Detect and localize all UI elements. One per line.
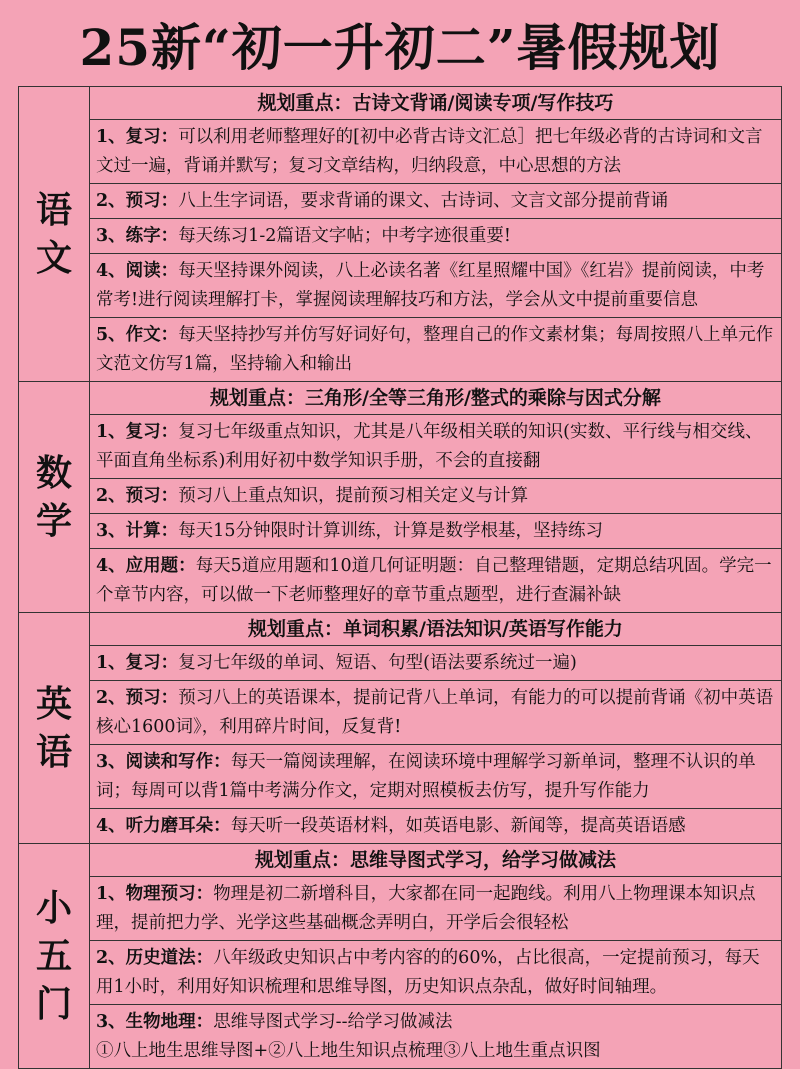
plan-item: [90, 514, 781, 549]
item-label: 2、预习：: [96, 191, 179, 211]
focus-row: 规划重点：三角形/全等三角形/整式的乘除与因式分解: [90, 382, 781, 415]
item-label: 2、预习：: [96, 688, 179, 708]
subject-label-math: [18, 382, 90, 612]
plan-item: [90, 809, 781, 843]
subject-char: 文: [35, 237, 72, 279]
item-label: 2、历史道法：: [96, 948, 214, 968]
plan-item: [90, 415, 781, 479]
item-label: 1、复习：: [96, 422, 179, 442]
plan-item: [90, 1005, 781, 1068]
item-label: 1、物理预习：: [96, 884, 214, 904]
section-english: [18, 613, 782, 844]
focus-row: 规划重点：思维导图式学习，给学习做减法: [90, 844, 781, 877]
item-label: 5、作文：: [96, 325, 179, 345]
subject-char: 小: [35, 887, 72, 929]
item-text: 复习七年级重点知识，尤其是八年级相关联的知识(实数、平行线与相交线、平面直角坐标系)利用好初中数学知识手册，不会的直接翻: [96, 422, 763, 471]
subject-label-chinese: [18, 87, 90, 381]
item-text: 每天听一段英语材料，如英语电影、新闻等，提高英语语感: [230, 816, 686, 836]
subject-char: 学: [35, 500, 72, 542]
plan-item: [90, 549, 781, 612]
plan-item: [90, 120, 781, 184]
plan-item: [90, 254, 781, 318]
focus-row: 规划重点：单词积累/语法知识/英语写作能力: [90, 613, 781, 646]
section-math: [18, 382, 782, 613]
item-text: 物理是初二新增科目，大家都在同一起跑线。利用八上物理课本知识点理，提前把力学、光学这些基础概念弄明白，开学后会很轻松: [96, 884, 756, 933]
item-text: 每天坚持抄写并仿写好词好句，整理自己的作文素材集；每周按照八上单元作文范文仿写1篇，坚持输入和输出: [96, 325, 774, 374]
item-text: 预习八上重点知识，提前预习相关定义与计算: [178, 486, 529, 506]
item-label: 4、阅读：: [96, 261, 179, 281]
item-text: 可以利用老师整理好的[初中必背古诗文汇总］把七年级必背的古诗词和文言文过一遍，背诵并默写；复习文章结构，归纳段意，中心思想的方法: [96, 127, 763, 176]
plan-table: [18, 86, 782, 1069]
plan-item: [90, 745, 781, 809]
plan-item: [90, 877, 781, 941]
plan-item: [90, 681, 781, 745]
subject-char: 五: [35, 935, 72, 977]
plan-item: [90, 219, 781, 254]
item-label: 4、应用题：: [96, 556, 196, 576]
item-text: 每天练习1-2篇语文字帖；中考字迹很重要!: [178, 226, 511, 246]
focus-row: 规划重点：古诗文背诵/阅读专项/写作技巧: [90, 87, 781, 120]
section-chinese: [18, 87, 782, 382]
item-label: 3、计算：: [96, 521, 179, 541]
item-label: 2、预习：: [96, 486, 179, 506]
item-text: 每天坚持课外阅读，八上必读名著《红星照耀中国》《红岩》提前阅读，中考常考!进行阅读理解打卡，掌握阅读理解技巧和方法，学会从文中提前重要信息: [96, 261, 765, 310]
section-rows: [90, 87, 782, 381]
item-text: 思维导图式学习--给学习做减法: [213, 1012, 453, 1032]
plan-item: [90, 318, 781, 381]
subject-char: 语: [35, 189, 72, 231]
item-text: 预习八上的英语课本，提前记背八上单词，有能力的可以提前背诵《初中英语核心1600词》，利用碎片时间，反复背!: [96, 688, 774, 737]
section-minor-subjects: [18, 844, 782, 1069]
plan-item: [90, 184, 781, 219]
plan-item: [90, 941, 781, 1005]
item-text: 每天一篇阅读理解，在阅读环境中理解学习新单词，整理不认识的单词；每周可以背1篇中考满分作文，定期对照模板去仿写，提升写作能力: [96, 752, 756, 801]
item-text: 八年级政史知识占中考内容的的60%，占比很高，一定提前预习，每天用1小时，利用好知识梳理和思维导图，历史知识点杂乱，做好时间轴理。: [96, 948, 760, 997]
subject-label-minor: [18, 844, 90, 1068]
subject-char: 英: [35, 683, 72, 725]
subject-char: 语: [35, 731, 72, 773]
item-label: 4、听力磨耳朵：: [96, 816, 231, 836]
subject-char: 门: [35, 983, 72, 1025]
item-extra-text: ①八上地生思维导图+②八上地生知识点梳理③八上地生重点识图: [96, 1041, 601, 1061]
item-text: 八上生字词语，要求背诵的课文、古诗词、文言文部分提前背诵: [178, 191, 669, 211]
plan-item: [90, 479, 781, 514]
item-text: 复习七年级的单词、短语、句型(语法要系统过一遍): [178, 653, 577, 673]
item-label: 3、阅读和写作：: [96, 752, 231, 772]
item-text: 每天5道应用题和10道几何证明题：自己整理错题，定期总结巩固。学完一个章节内容，可以做一下老师整理好的章节重点题型，进行查漏补缺: [96, 556, 772, 605]
subject-char: 数: [35, 452, 72, 494]
subject-label-english: [18, 613, 90, 843]
plan-item: [90, 646, 781, 681]
item-label: 1、复习：: [96, 653, 179, 673]
item-text: 每天15分钟限时计算训练，计算是数学根基，坚持练习: [178, 521, 603, 541]
item-label: 3、练字：: [96, 226, 179, 246]
item-label: 1、复习：: [96, 127, 179, 147]
section-rows: [90, 382, 782, 612]
item-label: 3、生物地理：: [96, 1012, 214, 1032]
section-rows: [90, 844, 782, 1068]
page-title: 25新“初一升初二”暑假规划: [79, 18, 721, 77]
section-rows: [90, 613, 782, 843]
